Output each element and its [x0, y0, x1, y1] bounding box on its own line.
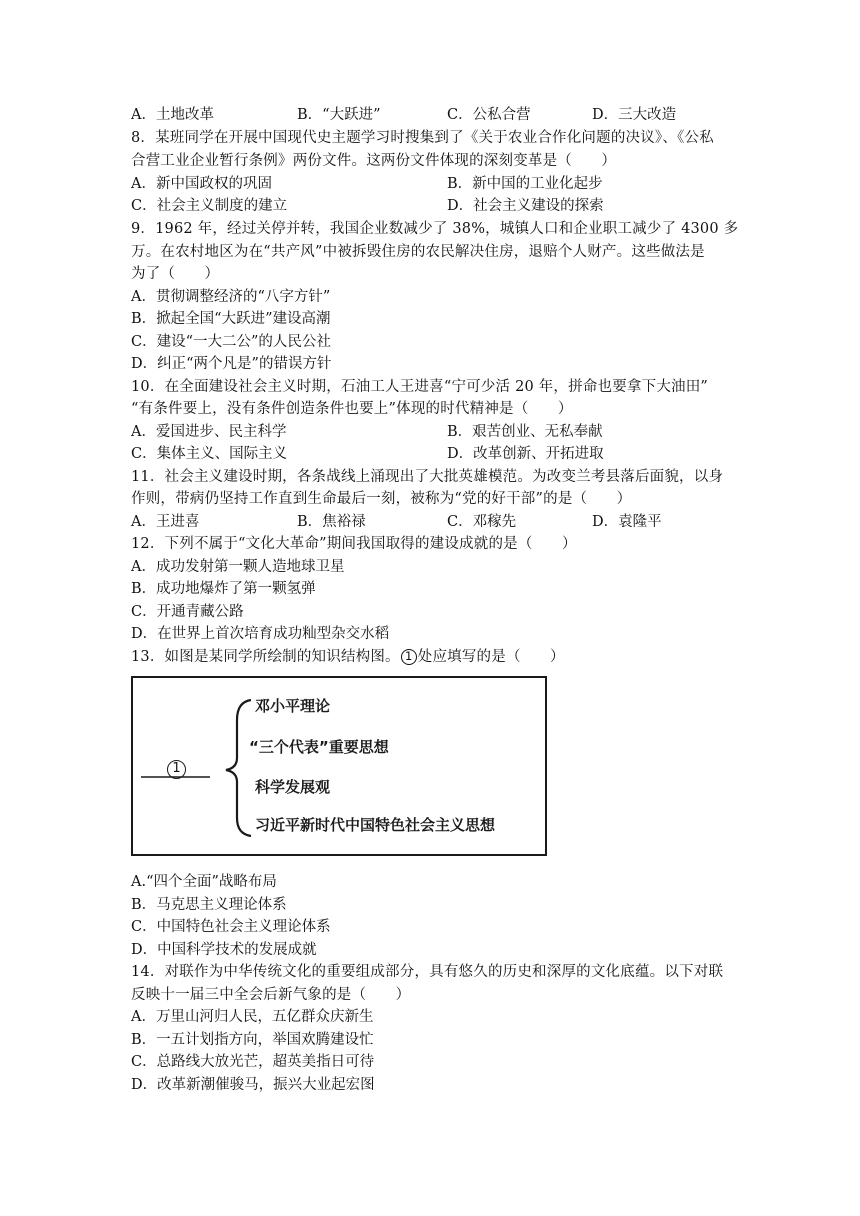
q12-option-d: D．在世界上首次培育成功籼型杂交水稻 [131, 626, 390, 642]
root-circled-number: 1 [167, 760, 186, 779]
q9-stem-line2: 万。在农村地区为在“共产风”中被拆毁住房的农民解决住房，退赔个人财产。这些做法是 [131, 244, 705, 260]
q12-option-b: B．成功地爆炸了第一颗氢弹 [131, 581, 316, 597]
q7-option-c: C．公私合营 [447, 107, 531, 123]
q13-option-c: C．中国特色社会主义理论体系 [131, 919, 331, 935]
q12-option-a: A．成功发射第一颗人造地球卫星 [131, 559, 345, 575]
diagram-item-1: 邓小平理论 [255, 697, 331, 715]
q10-option-b: B．艰苦创业、无私奉献 [447, 424, 603, 440]
q13-stem-pre: 13．如图是某同学所绘制的知识结构图。 [131, 649, 400, 665]
q11-stem-line1: 11．社会主义建设时期，各条战线上涌现出了大批英雄模范。为改变兰考县落后面貌，以身 [131, 469, 724, 485]
q13-option-d: D．中国科学技术的发展成就 [131, 942, 317, 958]
q12-stem: 12．下列不属于“文化大革命”期间我国取得的建设成就的是（ ） [131, 536, 577, 552]
q13-option-a: A.“四个全面”战略布局 [131, 874, 277, 890]
q10-option-a: A．爱国进步、民主科学 [131, 424, 287, 440]
q8-option-c: C．社会主义制度的建立 [131, 198, 288, 214]
q8-option-b: B．新中国的工业化起步 [447, 176, 603, 192]
q14-stem-line2: 反映十一届三中全会后新气象的是（ ） [131, 987, 411, 1003]
q10-option-d: D．改革创新、开拓进取 [447, 446, 604, 462]
q8-stem-line2: 合营工业企业暂行条例》两份文件。这两份文件体现的深刻变革是（ ） [131, 153, 617, 169]
q7-option-a: A．土地改革 [131, 107, 214, 123]
q10-stem-line2: “有条件要上，没有条件创造条件也要上”体现的时代精神是（ ） [131, 401, 573, 417]
q11-option-a: A．王进喜 [131, 514, 200, 530]
q8-option-a: A．新中国政权的巩固 [131, 176, 272, 192]
q10-option-c: C．集体主义、国际主义 [131, 446, 288, 462]
curly-brace [226, 700, 251, 836]
q11-option-c: C．邓稼先 [447, 514, 517, 530]
q14-option-c: C．总路线大放光芒，超英美指日可待 [131, 1054, 375, 1070]
q9-stem-line1: 9．1962 年，经过关停并转，我国企业数减少了 38%，城镇人口和企业职工减少了 4300 多 [131, 221, 739, 237]
q14-option-b: B．一五计划指方向，举国欢腾建设忙 [131, 1032, 374, 1048]
q14-stem-line1: 14．对联作为中华传统文化的重要组成部分，具有悠久的历史和深厚的文化底蕴。以下对联 [131, 964, 724, 980]
q7-option-d: D．三大改造 [592, 107, 677, 123]
diagram-item-3: 科学发展观 [255, 778, 331, 796]
q13-option-b: B．马克思主义理论体系 [131, 897, 287, 913]
diagram-item-2: “三个代表”重要思想 [249, 738, 389, 756]
q12-option-c: C．开通青藏公路 [131, 604, 244, 620]
q8-option-d: D．社会主义建设的探索 [447, 198, 604, 214]
q8-stem-line1: 8．某班同学在开展中国现代史主题学习时搜集到了《关于农业合作化问题的决议》、《公私 [131, 130, 714, 146]
q13-stem-post: 处应填写的是（ ） [417, 649, 565, 665]
q9-option-b: B．掀起全国“大跃进”建设高潮 [131, 311, 331, 327]
q13-stem [131, 647, 565, 667]
q9-option-c: C．建设“一大二公”的人民公社 [131, 334, 331, 350]
q11-option-d: D．袁隆平 [592, 514, 662, 530]
q9-option-d: D．纠正“两个凡是”的错误方针 [131, 356, 332, 372]
q11-option-b: B．焦裕禄 [297, 514, 366, 530]
circled-number-marker: 1 [401, 649, 417, 665]
q10-stem-line1: 10．在全面建设社会主义时期，石油工人王进喜“宁可少活 20 年，拼命也要拿下大油田” [131, 379, 709, 395]
q11-stem-line2: 作则，带病仍坚持工作直到生命最后一刻，被称为“党的好干部”的是（ ） [131, 491, 632, 507]
q7-option-b: B．“大跃进” [297, 107, 381, 123]
diagram-item-4: 习近平新时代中国特色社会主义思想 [255, 816, 496, 834]
q9-option-a: A．贯彻调整经济的“八字方针” [131, 289, 331, 305]
knowledge-structure-diagram [131, 676, 547, 856]
q9-stem-line3: 为了（ ） [131, 266, 220, 282]
q14-option-a: A．万里山河归人民，五亿群众庆新生 [131, 1009, 374, 1025]
q14-option-d: D．改革新潮催骏马，振兴大业起宏图 [131, 1077, 375, 1093]
